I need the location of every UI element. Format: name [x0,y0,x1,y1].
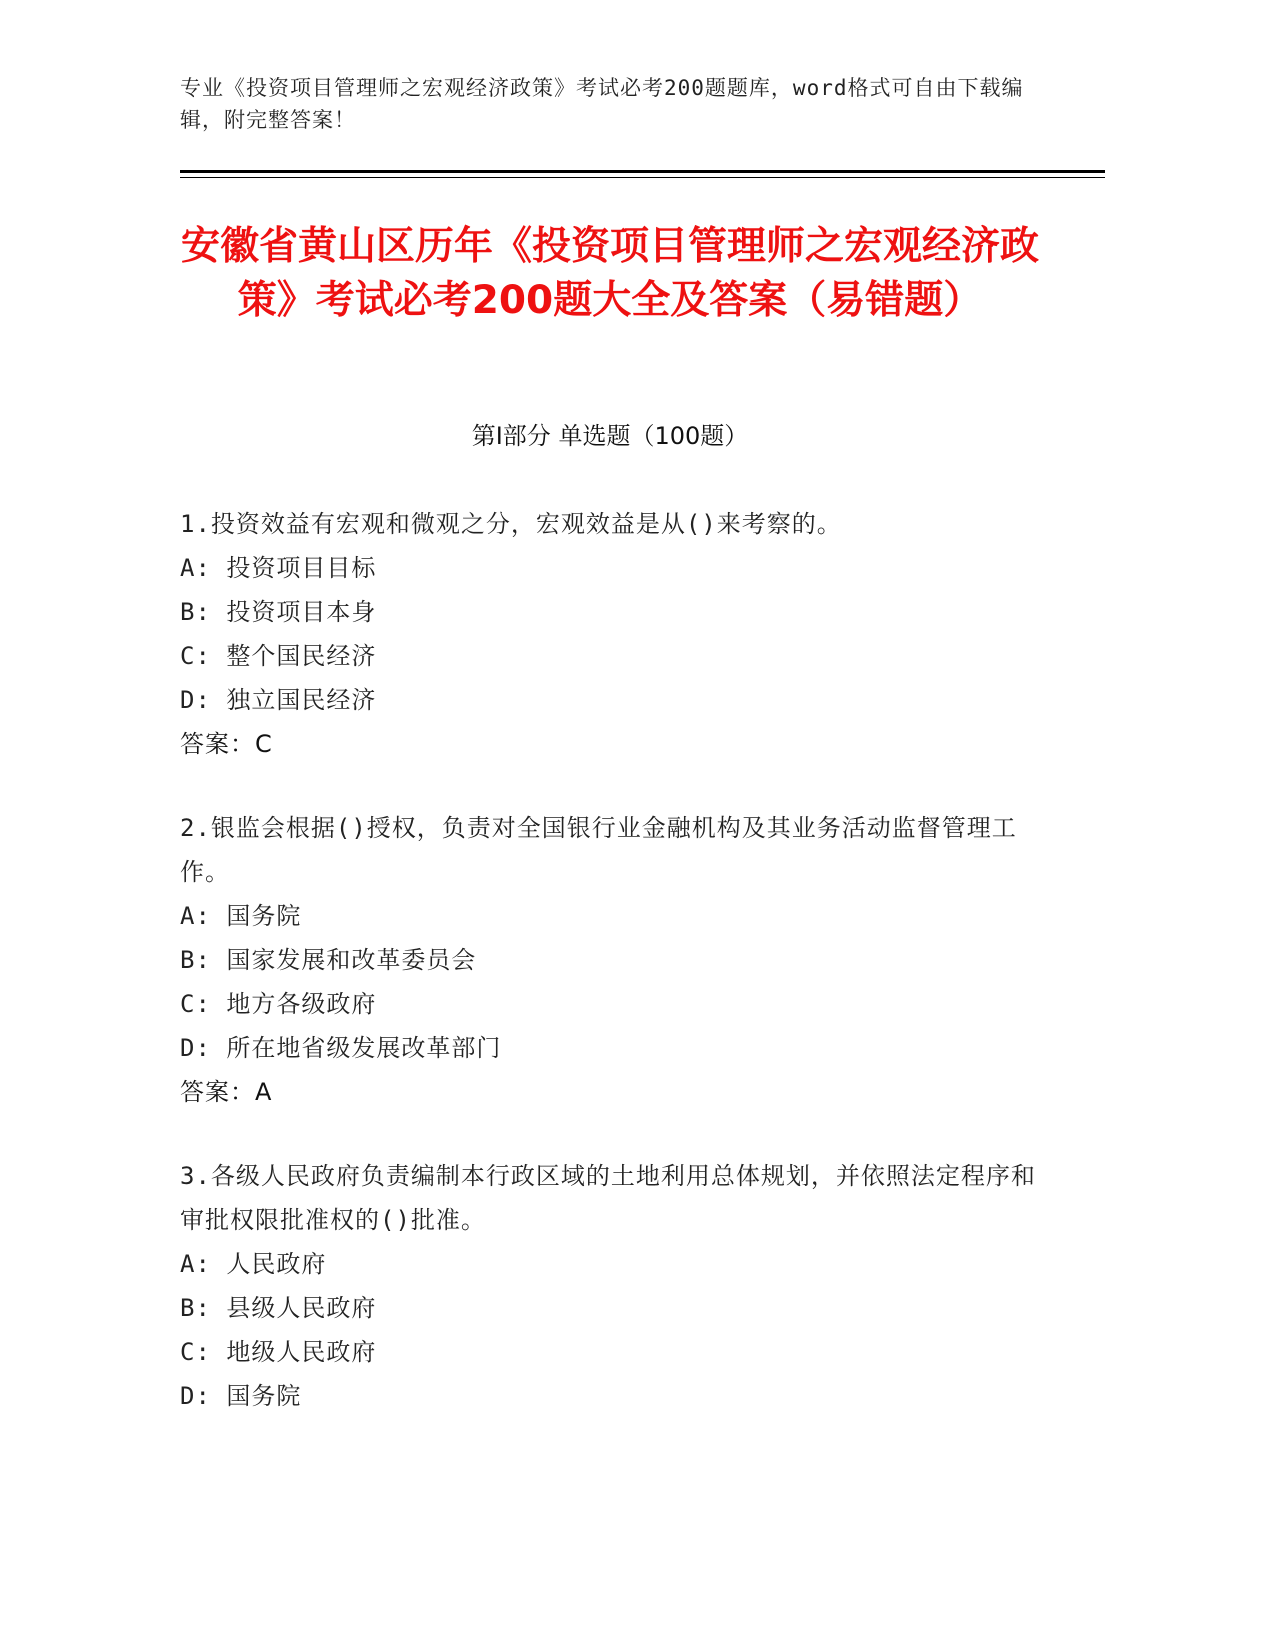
option-c: C: 地方各级政府 [180,990,377,1018]
question-1 [180,502,1040,766]
header-note: 专业《投资项目管理师之宏观经济政策》考试必考200题题库，word格式可自由下载编辑，附完整答案！ [180,76,1024,132]
option-c: C: 整个国民经济 [180,642,377,670]
option-c: C: 地级人民政府 [180,1338,377,1366]
question-stem: 2.银监会根据()授权，负责对全国银行业金融机构及其业务活动监督管理工作。 [180,814,1017,886]
document-title: 安徽省黄山区历年《投资项目管理师之宏观经济政策》考试必考200题大全及答案（易错题） [180,224,1039,323]
option-b: B: 县级人民政府 [180,1294,377,1322]
answer: 答案：C [180,730,273,758]
question-stem: 1.投资效益有宏观和微观之分，宏观效益是从()来考察的。 [180,510,842,538]
option-d: D: 国务院 [180,1382,302,1410]
question-3 [180,1154,1040,1418]
option-d: D: 所在地省级发展改革部门 [180,1034,502,1062]
answer: 答案：A [180,1078,273,1106]
option-a: A: 国务院 [180,902,302,930]
option-a: A: 人民政府 [180,1250,327,1278]
option-d: D: 独立国民经济 [180,686,377,714]
option-a: A: 投资项目目标 [180,554,377,582]
option-b: B: 投资项目本身 [180,598,377,626]
header-divider-thin [180,177,1105,178]
question-stem: 3.各级人民政府负责编制本行政区域的土地利用总体规划，并依照法定程序和审批权限批准权的()批准。 [180,1162,1036,1234]
header-divider-thick [180,170,1105,173]
section-title: 第I部分 单选题（100题） [471,422,749,450]
question-2 [180,806,1040,1114]
option-b: B: 国家发展和改革委员会 [180,946,477,974]
